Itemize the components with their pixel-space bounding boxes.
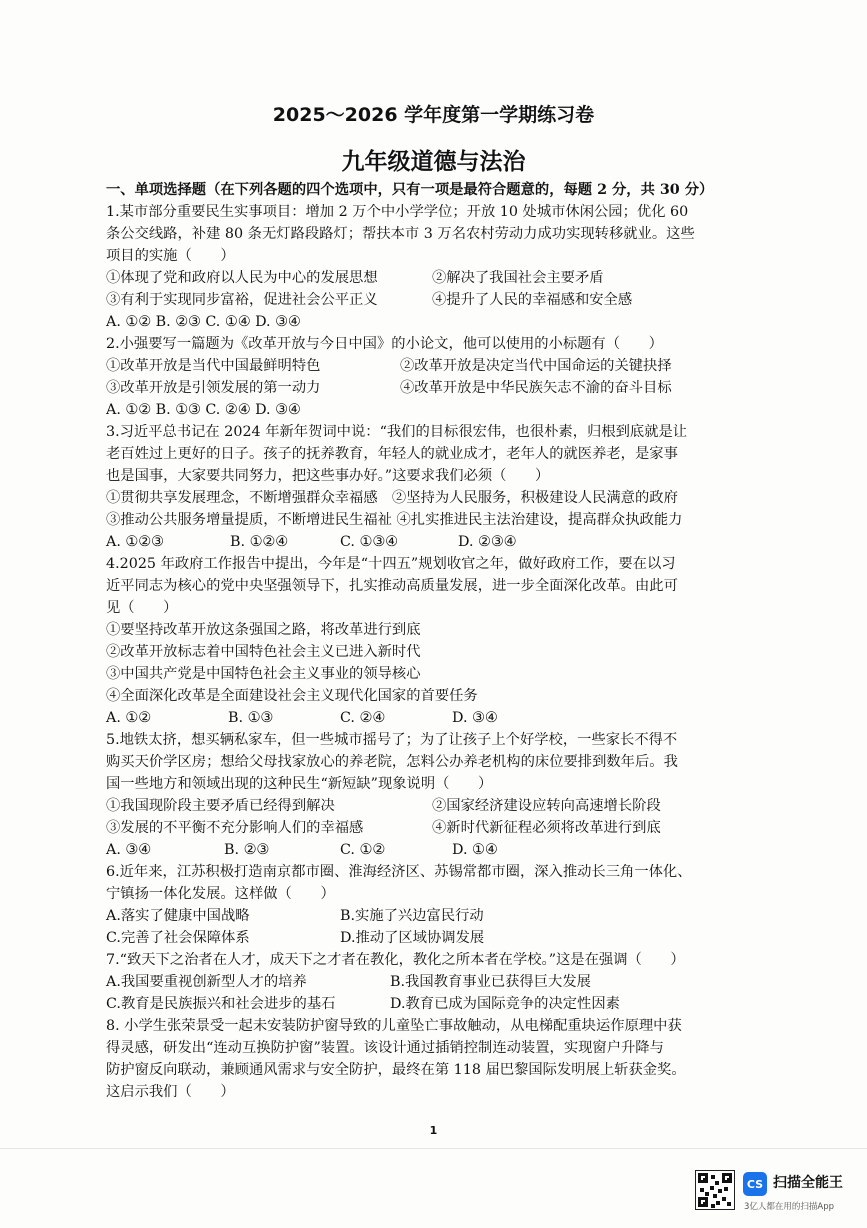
question-6-line: 宁镇扬一体化发展。这样做（ ） [106, 886, 335, 902]
question-8-line: 防护窗反向联动，兼顾通风需求与安全防护，最终在第 118 届巴黎国际发明展上斩获金奖。 [106, 1062, 686, 1078]
question-6-line: 6.近年来，江苏积极打造南京都市圈、淮海经济区、苏锡常都市圈，深入推动长三角一体化、 [106, 864, 692, 880]
q4-choice-3: ③中国共产党是中国特色社会主义事业的领导核心 [106, 666, 421, 682]
question-7-line: 7.“致天下之治者在人才，成天下之才者在教化，教化之所本者在学校。”这是在强调（ ） [106, 952, 685, 968]
q1-choice-2: ②解决了我国社会主要矛盾 [432, 270, 604, 286]
q3-choices: ①贯彻共享发展理念，不断增强群众幸福感 ②坚持为人民服务，积极建设人民满意的政府 [106, 490, 678, 506]
q6-option-b: B.实施了兴边富民行动 [340, 908, 484, 924]
q6-option-c: C.完善了社会保障体系 [106, 930, 250, 946]
q2-choice-2: ②改革开放是决定当代中国命运的关键抉择 [400, 358, 672, 374]
question-8-line: 得灵感，研发出“连动互换防护窗”装置。该设计通过插销控制连动装置，实现窗户升降与 [106, 1040, 664, 1056]
q4-option-d: D. ③④ [452, 710, 498, 726]
question-5-line: 购买天价学区房；想给父母找家放心的养老院，怎料公办养老机构的床位要排到数年后。我 [106, 754, 678, 770]
exam-subject: 九年级道德与法治 [341, 149, 526, 175]
q2-choice-4: ④改革开放是中华民族矢志不渝的奋斗目标 [400, 380, 672, 396]
page-number: 1 [429, 1124, 438, 1137]
brand-tagline: 3亿人都在用的扫描App [744, 1202, 835, 1212]
q5-option-c: C. ①② [340, 842, 386, 858]
q5-choice-1: ①我国现阶段主要矛盾已经得到解决 [106, 798, 335, 814]
question-1-line: 条公交线路，补建 80 条无灯路段路灯；帮扶本市 3 万名农村劳动力成功实现转移就业。这些 [106, 226, 695, 242]
q3-option-c: C. ①③④ [340, 534, 398, 550]
q4-option-a: A. ①② [106, 710, 152, 726]
q4-choice-2: ②改革开放标志着中国特色社会主义已进入新时代 [106, 644, 421, 660]
q3-option-a: A. ①②③ [106, 534, 164, 550]
q1-options: A. ①② B. ②③ C. ①④ D. ③④ [106, 314, 301, 330]
question-4-line: 4.2025 年政府工作报告中提出，今年是“十四五”规划收官之年，做好政府工作，要在以习 [106, 556, 676, 572]
q1-choice-4: ④提升了人民的幸福感和安全感 [432, 292, 633, 308]
question-8-line: 8. 小学生张荣景受一起未安装防护窗导致的儿童坠亡事故触动，从电梯配重块运作原理中获 [106, 1018, 682, 1034]
q2-choice-3: ③改革开放是引领发展的第一动力 [106, 380, 321, 396]
q3-option-b: B. ①②④ [230, 534, 289, 550]
section-heading: 一、单项选择题（在下列各题的四个选项中，只有一项是最符合题意的，每题 2 分，共 30 分） [106, 182, 714, 198]
q5-choice-2: ②国家经济建设应转向高速增长阶段 [432, 798, 661, 814]
q2-choice-1: ①改革开放是当代中国最鲜明特色 [106, 358, 321, 374]
qr-code-icon [695, 1170, 735, 1210]
q7-option-d: D.教育已成为国际竞争的决定性因素 [390, 996, 620, 1012]
q1-choice-1: ①体现了党和政府以人民为中心的发展思想 [106, 270, 378, 286]
question-8-line: 这启示我们（ ） [106, 1084, 235, 1100]
q7-option-a: A.我国要重视创新型人才的培养 [106, 974, 307, 990]
q5-choice-4: ④新时代新征程必须将改革进行到底 [432, 820, 661, 836]
q4-option-c: C. ②④ [340, 710, 386, 726]
q3-choices: ③推动公共服务增量提质，不断增进民生福祉 ④扎实推进民主法治建设，提高群众执政能力 [106, 512, 683, 528]
q2-options: A. ①② B. ①③ C. ②④ D. ③④ [106, 402, 301, 418]
q5-choice-3: ③发展的不平衡不充分影响人们的幸福感 [106, 820, 364, 836]
q5-option-d: D. ①④ [452, 842, 498, 858]
question-3-line: 3.习近平总书记在 2024 年新年贺词中说：“我们的目标很宏伟，也很朴素，归根到底就是让 [106, 424, 688, 440]
question-5-line: 5.地铁太挤，想买辆私家车，但一些城市摇号了；为了让孩子上个好学校，一些家长不得不 [106, 732, 678, 748]
question-1-line: 项目的实施（ ） [106, 248, 235, 264]
question-1-line: 1.某市部分重要民生实事项目：增加 2 万个中小学学位；开放 10 处城市休闲公园；优化 60 [106, 204, 689, 220]
q5-option-b: B. ②③ [224, 842, 270, 858]
q3-option-d: D. ②③④ [458, 534, 517, 550]
q5-option-a: A. ③④ [106, 842, 152, 858]
brand-name: 扫描全能王 [773, 1175, 843, 1191]
question-3-line: 老百姓过上更好的日子。孩子的抚养教育，年轻人的就业成才，老年人的就医养老，是家事 [106, 446, 678, 462]
question-3-line: 也是国事，大家要共同努力，把这些事办好。”这要求我们必须（ ） [106, 468, 550, 484]
question-4-line: 见（ ） [106, 600, 178, 616]
q6-option-d: D.推动了区域协调发展 [340, 930, 485, 946]
question-2-line: 2.小强要写一篇题为《改革开放与今日中国》的小论文，他可以使用的小标题有（ ） [106, 336, 663, 352]
q4-choice-4: ④全面深化改革是全面建设社会主义现代化国家的首要任务 [106, 688, 478, 704]
question-4-line: 近平同志为核心的党中央坚强领导下，扎实推动高质量发展，进一步全面深化改革。由此可 [106, 578, 678, 594]
q7-option-b: B.我国教育事业已获得巨大发展 [390, 974, 591, 990]
question-5-line: 国一些地方和领域出现的这种民生“新短缺”现象说明（ ） [106, 776, 493, 792]
camscanner-logo-icon: CS [743, 1172, 767, 1196]
q4-option-b: B. ①③ [228, 710, 274, 726]
q6-option-a: A.落实了健康中国战略 [106, 908, 250, 924]
exam-title: 2025～2026 学年度第一学期练习卷 [272, 104, 595, 126]
q4-choice-1: ①要坚持改革开放这条强国之路，将改革进行到底 [106, 622, 421, 638]
footer-divider [0, 1148, 867, 1149]
q7-option-c: C.教育是民族振兴和社会进步的基石 [106, 996, 336, 1012]
q1-choice-3: ③有利于实现同步富裕，促进社会公平正义 [106, 292, 378, 308]
